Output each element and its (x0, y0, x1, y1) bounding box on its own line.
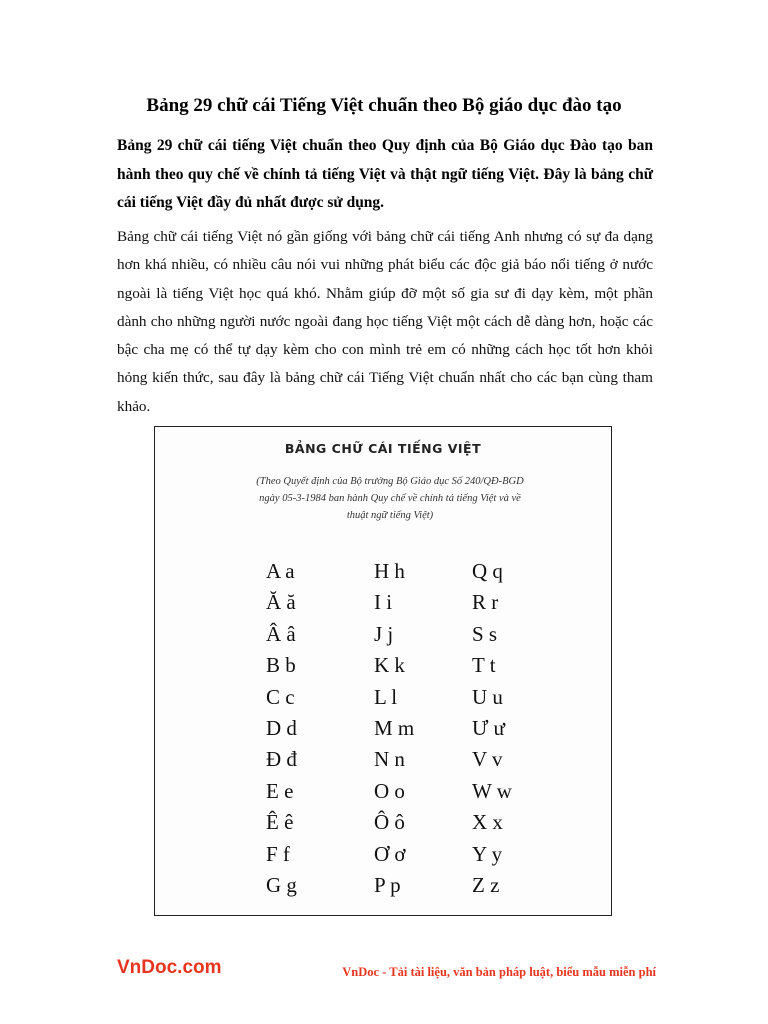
figure-subtitle: (Theo Quyết định của Bộ trưởng Bộ Giáo dục Số 240/QĐ-BGD ngày 05-3-1984 ban hành Quy chế về chính tả tiếng Việt và về thuật ngữ tiếng Việt) (256, 476, 524, 521)
vndoc-logo[interactable]: VnDoc.com (117, 957, 222, 978)
alphabet-letter: Ă ă (266, 590, 296, 615)
footer-tagline: VnDoc - Tải tài liệu, văn bản pháp luật, biểu mẫu miễn phí (342, 965, 656, 979)
alphabet-letter: Z z (472, 872, 500, 897)
alphabet-letter: K k (374, 653, 405, 678)
alphabet-figure (154, 426, 612, 916)
alphabet-letter: Đ đ (266, 747, 297, 772)
alphabet-letter: X x (472, 810, 503, 835)
alphabet-letter: Y y (472, 841, 503, 866)
alphabet-letter: I i (374, 590, 393, 615)
alphabet-letter: J j (374, 621, 394, 646)
document-title: Bảng 29 chữ cái Tiếng Việt chuẩn theo Bộ giáo dục đào tạo (146, 95, 622, 116)
alphabet-letter: M m (374, 715, 415, 740)
lead-paragraph: Bảng 29 chữ cái tiếng Việt chuẩn theo Quy định của Bộ Giáo dục Đào tạo ban hành theo quy chế về chính tả tiếng Việt và thật ngữ tiếng Việt. Đây là bảng chữ cái tiếng Việt đầy đủ nhất được sử dụng. (117, 137, 653, 211)
alphabet-letter: R r (472, 590, 499, 615)
alphabet-column-1 (266, 556, 297, 901)
alphabet-letter: T t (472, 653, 496, 678)
alphabet-letter: F f (266, 841, 290, 866)
alphabet-letter: E e (266, 778, 294, 803)
alphabet-letter: Â â (266, 621, 296, 646)
alphabet-letter: O o (374, 778, 405, 803)
alphabet-letter: U u (472, 684, 503, 709)
alphabet-letter: W w (472, 778, 512, 803)
figure-title: BẢNG CHỮ CÁI TIẾNG VIỆT (284, 441, 482, 456)
alphabet-letter: S s (472, 621, 498, 646)
alphabet-letter: L l (374, 684, 398, 709)
body-paragraph: Bảng chữ cái tiếng Việt nó gần giống với bảng chữ cái tiếng Anh nhưng có sự đa dạng hơn khá nhiều, có nhiều câu nói vui những phát biểu các độc giả báo nổi tiếng ở nước ngoài là tiếng Việt học quá khó. Nhằm giúp đỡ một số gia sư đi dạy kèm, một phần dành cho những người nước ngoài đang học tiếng Việt một cách dễ dàng hơn, hoặc các bậc cha mẹ có thể tự dạy kèm cho con mình trẻ em có những cách học tốt hơn khỏi hỏng kiến thức, sau đây là bảng chữ cái Tiếng Việt chuẩn nhất cho các bạn cùng tham khảo. (117, 228, 653, 415)
alphabet-letter: Ư ư (472, 715, 505, 740)
alphabet-letter: Ơ ơ (374, 841, 406, 866)
alphabet-column-3 (472, 556, 512, 901)
alphabet-column-2 (374, 556, 414, 901)
alphabet-letter: C c (266, 684, 295, 709)
alphabet-letter: B b (266, 653, 296, 678)
alphabet-letter: H h (374, 559, 405, 583)
alphabet-letter: G g (266, 872, 297, 897)
alphabet-letter: D d (266, 715, 297, 740)
alphabet-letter: A a (266, 559, 295, 583)
alphabet-letter: V v (472, 747, 503, 772)
alphabet-letter: N n (374, 747, 405, 772)
alphabet-letter: Ô ô (374, 810, 405, 835)
alphabet-letter: Q q (472, 559, 503, 583)
alphabet-letter: Ê ê (266, 810, 294, 835)
alphabet-letter: P p (374, 872, 401, 897)
